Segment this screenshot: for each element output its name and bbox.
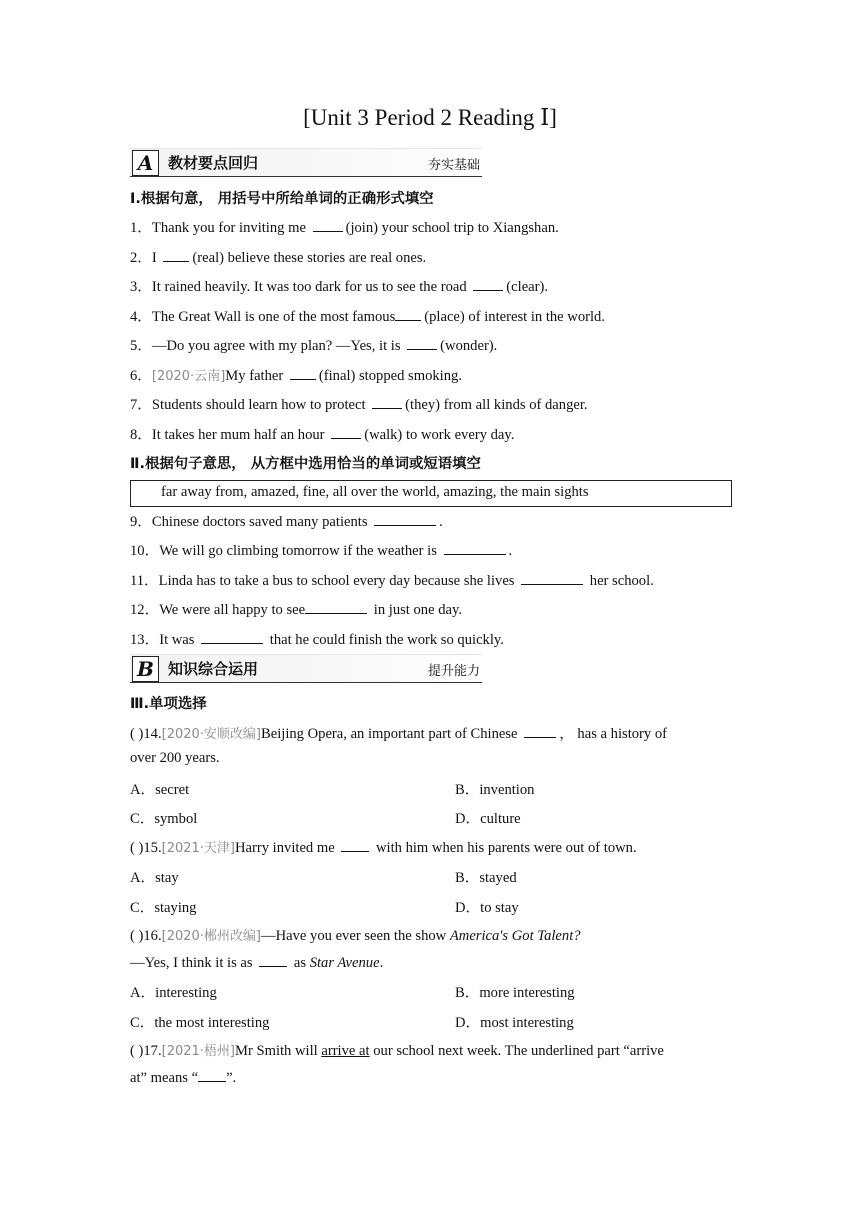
list-item: 11．Linda has to take a bus to school every day because she lives her school. bbox=[130, 573, 654, 589]
list-item: 1．Thank you for inviting me (join) your school trip to Xiangshan. bbox=[130, 220, 559, 236]
part3-heading: Ⅲ.单项选择 bbox=[130, 696, 207, 712]
list-item: 8．It takes her mum half an hour (walk) to work every day. bbox=[130, 427, 515, 443]
list-item: 7．Students should learn how to protect (they) from all kinds of danger. bbox=[130, 397, 588, 413]
question-16: ( )16.[2020·郴州改编]—Have you ever seen the show America's Got Talent? bbox=[130, 928, 581, 944]
option-d[interactable]: D．to stay bbox=[455, 900, 519, 916]
section-a-badge: A bbox=[132, 150, 159, 176]
question-14-cont: over 200 years. bbox=[130, 750, 220, 766]
option-b[interactable]: B．more interesting bbox=[455, 985, 575, 1001]
list-item: 10．We will go climbing tomorrow if the weather is . bbox=[130, 543, 513, 559]
option-c[interactable]: C．the most interesting bbox=[130, 1015, 270, 1031]
option-b[interactable]: B．stayed bbox=[455, 870, 517, 886]
question-17-cont: at” means “ ”. bbox=[130, 1070, 237, 1086]
option-a[interactable]: A．secret bbox=[130, 782, 190, 798]
option-b[interactable]: B．invention bbox=[455, 782, 535, 798]
list-item: 12．We were all happy to see in just one day. bbox=[130, 602, 462, 618]
word-box bbox=[130, 480, 732, 507]
option-a[interactable]: A．stay bbox=[130, 870, 179, 886]
part1-heading: Ⅰ.根据句意， 用括号中所给单词的正确形式填空 bbox=[130, 191, 434, 207]
question-16-cont: —Yes, I think it is as as Star Avenue. bbox=[130, 955, 384, 971]
section-a-banner bbox=[130, 148, 482, 177]
word-box-text: far away from, amazed, fine, all over the world, amazing, the main sights bbox=[161, 484, 589, 500]
list-item: 6．[2020·云南]My father (final) stopped smoking. bbox=[130, 368, 462, 384]
list-item: 2．I (real) believe these stories are real ones. bbox=[130, 250, 427, 266]
list-item: 4．The Great Wall is one of the most famous (place) of interest in the world. bbox=[130, 309, 605, 325]
section-b-badge: B bbox=[132, 656, 159, 682]
section-a-title: 教材要点回归 bbox=[168, 154, 259, 172]
option-c[interactable]: C．symbol bbox=[130, 811, 198, 827]
section-b-title: 知识综合运用 bbox=[168, 660, 259, 678]
list-item: 9．Chinese doctors saved many patients . bbox=[130, 514, 443, 530]
question-17: ( )17.[2021·梧州]Mr Smith will arrive at our school next week. The underlined part “arrive bbox=[130, 1043, 664, 1059]
part2-heading: Ⅱ.根据句子意思， 从方框中选用恰当的单词或短语填空 bbox=[130, 456, 481, 472]
section-a-subtitle: 夯实基础 bbox=[427, 158, 480, 173]
question-14: ( )14.[2020·安顺改编]Beijing Opera, an important part of Chinese ， has a history of bbox=[130, 726, 668, 742]
option-d[interactable]: D．culture bbox=[455, 811, 521, 827]
option-d[interactable]: D．most interesting bbox=[455, 1015, 574, 1031]
list-item: 13．It was that he could finish the work so quickly. bbox=[130, 632, 504, 648]
list-item: 5．—Do you agree with my plan? —Yes, it is (wonder). bbox=[130, 338, 498, 354]
list-item: 3．It rained heavily. It was too dark for us to see the road (clear). bbox=[130, 279, 549, 295]
question-15: ( )15.[2021·天津]Harry invited me with him when his parents were out of town. bbox=[130, 840, 637, 856]
page-title: [Unit 3 Period 2 Reading Ⅰ] bbox=[303, 105, 557, 130]
option-a[interactable]: A．interesting bbox=[130, 985, 217, 1001]
option-c[interactable]: C．staying bbox=[130, 900, 197, 916]
section-b-subtitle: 提升能力 bbox=[427, 664, 480, 679]
section-b-banner bbox=[130, 654, 482, 683]
